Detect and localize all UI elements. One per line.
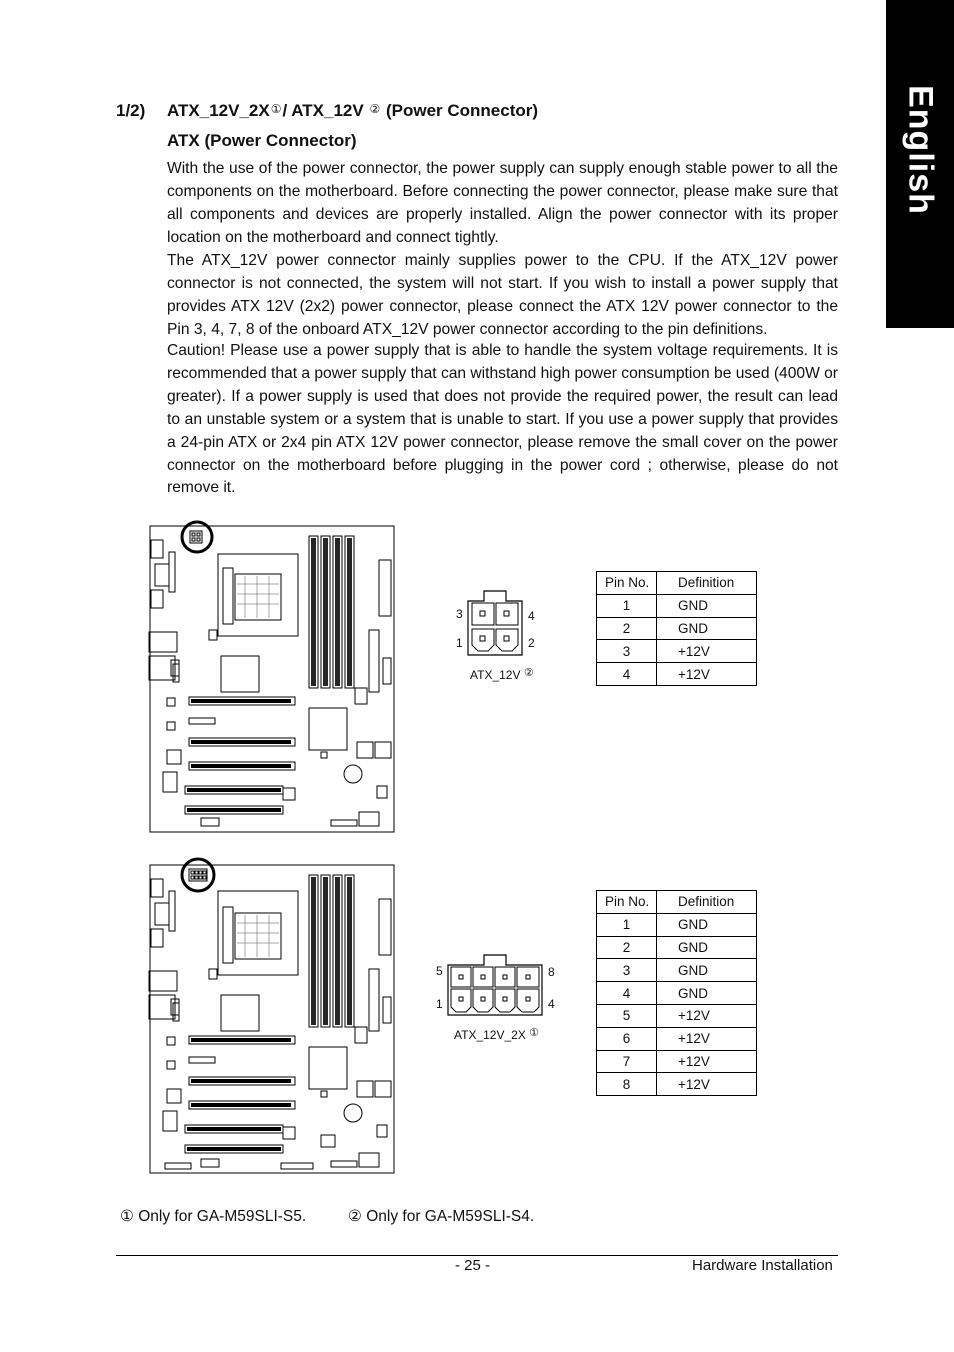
title-part1: ATX_12V_2X (167, 101, 270, 120)
table-row: 4 GND (597, 982, 757, 1005)
header-pin-no: Pin No. (597, 891, 657, 914)
note-s4: ② Only for GA-M59SLI-S4. (348, 1208, 535, 1225)
circle-two-icon: ② (523, 667, 534, 679)
note-s5: ① Only for GA-M59SLI-S5. (120, 1208, 307, 1225)
table-row: 1 GND (597, 913, 757, 936)
table-row: 2 GND (597, 936, 757, 959)
header-pin-no: Pin No. (597, 572, 657, 595)
connector-label-atx12v: ATX_12V ② (470, 667, 534, 682)
circle-one-icon: ① (270, 102, 282, 116)
title-part2: / ATX_12V (282, 101, 364, 120)
pin-label-1: 1 (436, 997, 443, 1011)
circle-one-icon: ① (529, 1027, 540, 1039)
table-row: 8 +12V (597, 1073, 757, 1096)
pin-label-4: 4 (528, 609, 535, 623)
page-number: - 25 - (455, 1257, 491, 1274)
motherboard-diagram-s5 (145, 851, 397, 1177)
circle-two-icon: ② (348, 1208, 362, 1225)
table-row: 5 +12V (597, 1004, 757, 1027)
table-header-row (597, 891, 757, 914)
language-tab (886, 0, 954, 328)
circle-two-icon: ② (369, 102, 381, 116)
paragraph-caution: Caution! Please use a power supply that is able to handle the system voltage requirements. It is recommended that a power supply that can withstand high power consumption be used (400W or greater). If a power supply is used that does not provide the required power, the result can lead to an unstable system or a system that is unable to start. If you use a power supply that provides a 24-pin ATX or 2x4 pin ATX 12V power connector, please remove the small cover on the power connector on the motherboard before plugging in the power cord ; otherwise, please do not remove it. (167, 342, 838, 497)
section-number: 1/2) (116, 101, 146, 120)
pin-definition-table-atx12v (596, 571, 757, 686)
pin-label-3: 3 (456, 607, 463, 621)
pin-label-1: 1 (456, 636, 463, 650)
highlight-circle (182, 859, 214, 891)
language-tab-label: English (901, 85, 940, 215)
connector-label-atx12v-2x: ATX_12V_2X ① (454, 1027, 540, 1042)
atx12v-2x-8pin-connector-drawing (446, 953, 546, 1019)
pin-definition-table-atx12v-2x (596, 890, 757, 1096)
section-subtitle: ATX (Power Connector) (167, 131, 357, 150)
pin-label-5: 5 (436, 964, 443, 978)
pin-label-2: 2 (528, 636, 535, 650)
footer-divider (116, 1255, 838, 1256)
table-row: 4 +12V (597, 663, 757, 686)
paragraph-atx12v: The ATX_12V power connector mainly supplies power to the CPU. If the ATX_12V power connector is not connected, the system will not start. If you wish to install a power supply that provides ATX 12V (2x2) power connector, please connect the ATX 12V power connector to the Pin 3, 4, 7, 8 of the onboard ATX_12V power connector according to the pin definitions. (167, 252, 838, 338)
header-definition: Definition (657, 572, 757, 595)
pin-label-4: 4 (548, 997, 555, 1011)
pin-label-8: 8 (548, 965, 555, 979)
table-header-row (597, 572, 757, 595)
header-definition: Definition (657, 891, 757, 914)
title-part3: (Power Connector) (385, 101, 539, 120)
paragraph-intro: With the use of the power connector, the power supply can supply enough stable power to all the components on the motherboard. Before connecting the power connector, please make sure that all components and devices are properly installed. Align the power connector with its proper location on the motherboard and connect tightly. (167, 160, 838, 246)
circle-one-icon: ① (120, 1208, 134, 1225)
section-title (167, 101, 538, 121)
table-row: 1 GND (597, 594, 757, 617)
table-row: 3 +12V (597, 640, 757, 663)
table-row: 7 +12V (597, 1050, 757, 1073)
footer-section: Hardware Installation (692, 1257, 833, 1274)
table-row: 3 GND (597, 959, 757, 982)
motherboard-diagram-s4 (145, 512, 397, 836)
table-row: 6 +12V (597, 1027, 757, 1050)
table-row: 2 GND (597, 617, 757, 640)
atx12v-4pin-connector-drawing (466, 589, 526, 659)
